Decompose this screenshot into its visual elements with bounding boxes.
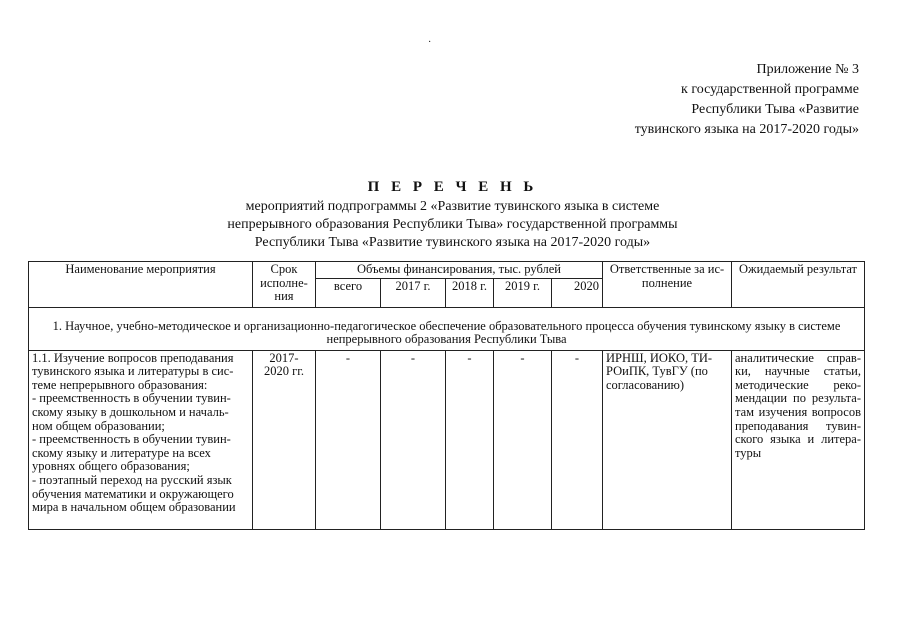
header-2020: 2020 bbox=[552, 278, 603, 307]
appendix-line: тувинского языка на 2017-2020 годы» bbox=[634, 122, 859, 137]
header-funding: Объемы финансирования, тыс. рублей bbox=[316, 262, 603, 279]
appendix-line: Приложение № 3 bbox=[756, 62, 859, 77]
header-total: всего bbox=[316, 278, 381, 307]
cell-term: 2017- 2020 гг. bbox=[253, 350, 316, 529]
scan-speck: · bbox=[428, 37, 432, 48]
cell-2017: - bbox=[381, 350, 446, 529]
header-name: Наименование мероприятия bbox=[29, 262, 253, 308]
table-row bbox=[29, 350, 865, 529]
appendix-line: к государственной программе bbox=[681, 82, 859, 97]
cell-2020: - bbox=[552, 350, 603, 529]
activities-table bbox=[28, 261, 865, 530]
document-subtitle-line: Республики Тыва «Развитие тувинского языка на 2017-2020 годы» bbox=[254, 235, 651, 250]
header-result: Ожидаемый результат bbox=[732, 262, 865, 308]
cell-total: - bbox=[316, 350, 381, 529]
document-subtitle-line: мероприятий подпрограммы 2 «Развитие тувинского языка в системе bbox=[245, 199, 660, 214]
cell-result: аналитические справ-ки, научные статьи, методические реко-мендации по результа-там изучения вопросов преподавания тувин-ского языка и литера-туры bbox=[732, 350, 865, 529]
cell-name: 1.1. Изучение вопросов преподавания тувинского языка и литературы в сис-теме непрерывного образования: - преемственность в обучении тувин-скому языку в дошкольном и началь-ном общем образовании; - преемственность в обучении тувин-скому языку и литературе на всех уровнях общего образования; - поэтапный переход на русский язык обучения математики и окружающего мира в начальном общем образовании bbox=[29, 350, 253, 529]
document-subtitle-line: непрерывного образования Республики Тыва» государственной программы bbox=[227, 217, 678, 232]
header-term: Срок исполне-ния bbox=[253, 262, 316, 308]
appendix-line: Республики Тыва «Развитие bbox=[691, 102, 859, 117]
header-responsible: Ответственные за ис-полнение bbox=[603, 262, 732, 308]
header-2019: 2019 г. bbox=[494, 278, 552, 307]
cell-2018: - bbox=[446, 350, 494, 529]
cell-2019: - bbox=[494, 350, 552, 529]
header-2018: 2018 г. bbox=[446, 278, 494, 307]
section-row bbox=[29, 307, 865, 350]
cell-responsible: ИРНШ, ИОКО, ТИ-РОиПК, ТувГУ (по согласованию) bbox=[603, 350, 732, 529]
document-heading bbox=[0, 176, 905, 252]
section-title: 1. Научное, учебно-методическое и организационно-педагогическое обеспечение образовательного процесса обучения тувинскому языку в системе непрерывного образования Республики Тыва bbox=[29, 307, 865, 350]
header-2017: 2017 г. bbox=[381, 278, 446, 307]
table-header-row bbox=[29, 262, 865, 279]
document-title: П Е Р Е Ч Е Н Ь bbox=[367, 179, 538, 195]
appendix-block bbox=[635, 60, 859, 140]
